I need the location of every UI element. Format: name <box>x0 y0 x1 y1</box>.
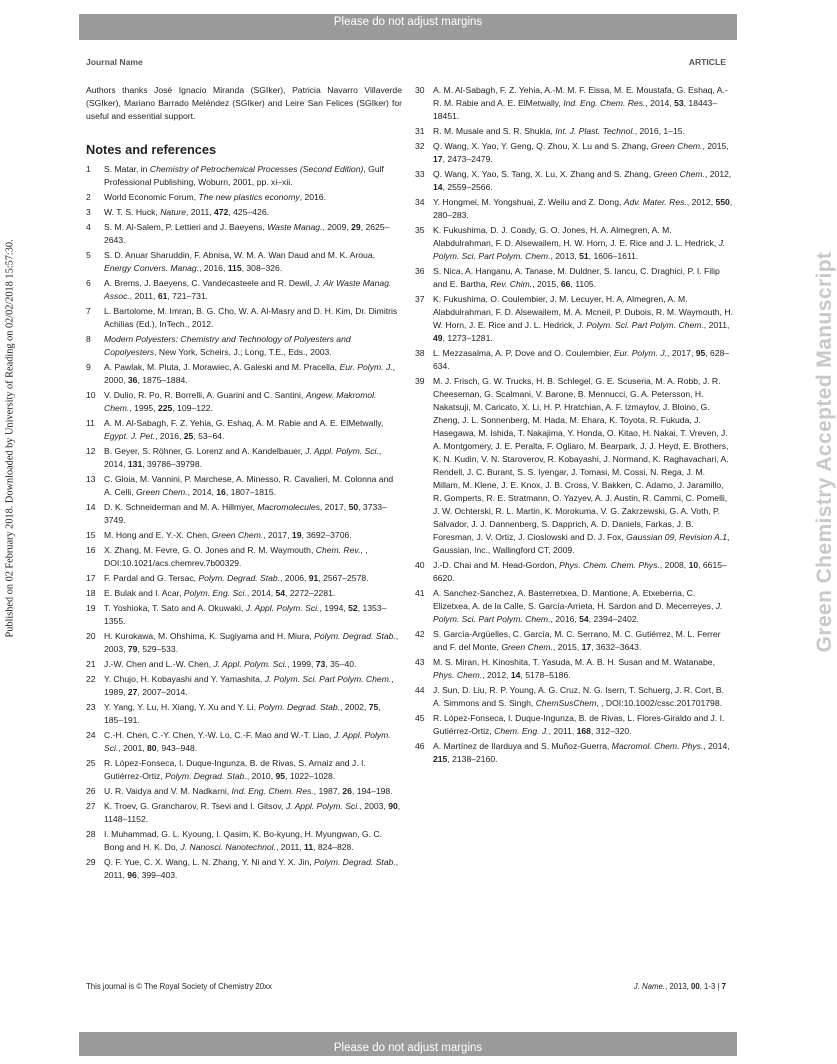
reference-list-left <box>86 163 402 882</box>
reference-item <box>415 684 733 710</box>
reference-number: 14 <box>86 502 96 512</box>
reference-item <box>86 856 402 882</box>
acknowledgements: Authors thanks José Ignacio Miranda (SGIker), Patricia Navarro Villaverde (SGIker), Mariano Barrado Meléndez (SGIker) and Leire San Felices (SGIker) for useful and essential support. <box>86 85 402 121</box>
reference-text: I. Muhammad, G. L. Kyoung, I. Qasim, K. Bo-kyung, H. Myungwan, G. C. Bong and H. K. Do, J. Nanosci. Nanotechnol., 2011, 11, 824–828. <box>104 829 382 852</box>
reference-text: A. Sanchez-Sanchez, A. Basterretxea, D. Mantione, A. Etxeberria, C. Elizetxea, A. de la Calle, S. García-Arrieta, H. Sardon and D. Mecerreyes, J. Polym. Sci. Part Polym. Chem., 2016, 54, 2394–2402. <box>433 588 723 624</box>
reference-text: World Economic Forum, The new plastics economy, 2016. <box>104 192 326 202</box>
reference-text: V. Dulio, R. Po, R. Borrelli, A. Guarini and C. Santini, Angew. Makromol. Chem., 1995, 225, 109–122. <box>104 390 377 413</box>
reference-number: 21 <box>86 659 96 669</box>
reference-text: J.-D. Chai and M. Head-Gordon, Phys. Chem. Chem. Phys., 2008, 10, 6615–6620. <box>433 560 727 583</box>
reference-text: B. Geyer, S. Röhner, G. Lorenz and A. Kandelbauer, J. Appl. Polym. Sci., 2014, 131, 39786–39798. <box>104 446 382 469</box>
reference-item <box>86 191 402 204</box>
reference-number: 45 <box>415 713 425 723</box>
reference-number: 9 <box>86 362 91 372</box>
journal-name-header: Journal Name <box>86 57 143 67</box>
reference-text: K. Fukushima, O. Coulembier, J. M. Lecuyer, H. A. Almegren, A. M. Alabdulrahman, F. D. Alsewailem, M. A. Mcneil, P. Dubois, R. M. Waymouth, H. W. Horn, J. E. Rice and J. L. Hedrick, J. Polym. Sci. Part Polym. Chem., 2011, 49, 1273–1281. <box>433 294 733 343</box>
reference-item <box>86 221 402 247</box>
reference-item <box>86 630 402 656</box>
reference-number: 39 <box>415 376 425 386</box>
reference-number: 12 <box>86 446 96 456</box>
reference-item <box>86 572 402 585</box>
reference-text: X. Zhang, M. Fevre, G. O. Jones and R. M. Waymouth, Chem. Rev., , DOI:10.1021/acs.chemrev.7b00329. <box>104 545 368 568</box>
reference-number: 11 <box>86 418 95 428</box>
reference-item <box>415 168 733 194</box>
reference-number: 33 <box>415 169 425 179</box>
reference-item <box>415 712 733 738</box>
reference-number: 4 <box>86 222 91 232</box>
publication-stamp: Published on 02 February 2018. Downloaded by University of Reading on 02/02/2018 15:57:30. <box>4 239 16 638</box>
reference-item <box>415 375 733 557</box>
reference-text: A. Brems, J. Baeyens, C. Vandecasteele and R. Dewil, J. Air Waste Manag. Assoc., 2011, 61, 721–731. <box>104 278 392 301</box>
reference-text: S. García-Argüelles, C. García, M. C. Serrano, M. C. Gutiérrez, M. L. Ferrer and F. del Monte, Green Chem., 2015, 17, 3632–3643. <box>433 629 721 652</box>
reference-number: 2 <box>86 192 91 202</box>
reference-number: 43 <box>415 657 425 667</box>
reference-item <box>86 757 402 783</box>
reference-number: 35 <box>415 225 425 235</box>
reference-number: 20 <box>86 631 96 641</box>
reference-item <box>415 293 733 345</box>
reference-number: 29 <box>86 857 96 867</box>
reference-item <box>415 224 733 263</box>
reference-number: 34 <box>415 197 425 207</box>
reference-item <box>415 587 733 626</box>
reference-number: 1 <box>86 164 91 174</box>
reference-number: 32 <box>415 141 425 151</box>
reference-text: A. Pawlak, M. Pluta, J. Morawiec, A. Galeski and M. Pracella, Eur. Polym. J., 2000, 36, 1875–1884. <box>104 362 396 385</box>
reference-item <box>415 140 733 166</box>
reference-text: Y. Yang, Y. Lu, H. Xiang, Y. Xu and Y. Li, Polym. Degrad. Stab., 2002, 75, 185–191. <box>104 702 381 725</box>
reference-number: 10 <box>86 390 96 400</box>
reference-text: S. Nica, A. Hanganu, A. Tanase, M. Duldner, S. Iancu, C. Draghici, P. I. Filip and E. Bartha, Rev. Chim., 2015, 66, 1105. <box>433 266 720 289</box>
reference-number: 31 <box>415 126 425 136</box>
reference-number: 30 <box>415 85 425 95</box>
reference-number: 6 <box>86 278 91 288</box>
reference-text: Modern Polyesters: Chemistry and Technology of Polyesters and Copolyesters, New York, Scheirs, J.; Long, T.E., Eds., 2003. <box>104 334 351 357</box>
reference-text: M. Hong and E. Y.-X. Chen, Green Chem., 2017, 19, 3692–3706. <box>104 530 352 540</box>
bottom-margin-banner: Please do not adjust margins <box>79 1032 737 1056</box>
reference-text: M. J. Frisch, G. W. Trucks, H. B. Schlegel, G. E. Scuseria, M. A. Robb, J. R. Cheeseman, G. Scalmani, V. Barone, B. Mennucci, G. A. Petersson, H. Nakatsuji, M. Caricato, X. Li, H. P. Hratchian, A. F. Izmaylov, J. Bloino, G. Zheng, J. L. Sonnenberg, M. Hada, M. Ehara, K. Toyota, R. Fukuda, J. Hasegawa, M. Ishida, T. Nakajima, Y. Honda, O. Kitao, H. Nakai, T. Vreven, J. A. Montgomery, J. E. Peralta, F. Ogliaro, M. Bearpark, J. J. Heyd, E. Brothers, K. N. Kudin, V. N. Staroverov, R. Kobayashi, J. Normand, K. Raghavachari, A. Rendell, J. C. Burant, S. S. Iyengar, J. Tomasi, M. Cossi, N. Rega, J. M. Millam, M. Klene, J. E. Knox, J. B. Cross, V. Bakken, C. Adamo, J. Jaramillo, R. Gomperts, R. E. Stratmann, O. Yazyev, A. J. Austin, R. Cammi, C. Pomelli, J. W. Ochterski, R. L. Martin, K. Morokuma, V. G. Zakrzewski, G. A. Voth, P. Salvador, J. J. Dannenberg, S. Dapprich, A. D. Daniels, Farkas, J. B. Foresman, J. V. Ortiz, J. Cioslowski and D. J. Fox, Gaussian 09, Revision A.1, Gaussian, Inc., Wallingford CT, 2009. <box>433 376 730 555</box>
reference-number: 16 <box>86 545 96 555</box>
reference-text: Q. Wang, X. Yao, Y. Geng, Q. Zhou, X. Lu and S. Zhang, Green Chem., 2015, 17, 2473–2479. <box>433 141 729 164</box>
reference-text: R. M. Musale and S. R. Shukla, Int. J. Plast. Technol., 2016, 1–15. <box>433 126 685 136</box>
reference-item <box>86 800 402 826</box>
reference-item <box>415 84 733 123</box>
reference-text: Q. Wang, X. Yao, S. Tang, X. Lu, X. Zhang and S. Zhang, Green Chem., 2012, 14, 2559–2566. <box>433 169 732 192</box>
reference-text: A. M. Al-Sabagh, F. Z. Yehia, G. Eshaq, A. M. Rabie and A. E. ElMetwally, Egypt. J. Pet., 2016, 25, 53–64. <box>104 418 384 441</box>
reference-number: 28 <box>86 829 96 839</box>
reference-item <box>86 389 402 415</box>
reference-number: 15 <box>86 530 96 540</box>
reference-number: 41 <box>415 588 425 598</box>
article-type-header: ARTICLE <box>688 57 726 67</box>
reference-item <box>415 656 733 682</box>
reference-text: E. Bulak and I. Acar, Polym. Eng. Sci., 2014, 54, 2272–2281. <box>104 588 336 598</box>
reference-text: W. T. S. Huck, Nature, 2011, 472, 425–426. <box>104 207 269 217</box>
reference-text: C.-H. Chen, C.-Y. Chen, Y.-W. Lo, C.-F. Mao and W.-T. Liao, J. Appl. Polym. Sci., 2001, 80, 943–948. <box>104 730 391 753</box>
accepted-manuscript-watermark: Green Chemistry Accepted Manuscript <box>813 251 836 653</box>
top-margin-banner: Please do not adjust margins <box>79 14 737 40</box>
reference-number: 38 <box>415 348 425 358</box>
reference-item <box>86 828 402 854</box>
reference-text: S. M. Al-Salem, P. Lettieri and J. Baeyens, Waste Manag., 2009, 29, 2625–2643. <box>104 222 390 245</box>
reference-number: 23 <box>86 702 96 712</box>
reference-text: Y. Hongmei, M. Yongshuai, Z. Weilu and Z. Dong, Adv. Mater. Res., 2012, 550, 280–283. <box>433 197 733 220</box>
reference-text: R. López-Fonseca, I. Duque-Ingunza, B. de Rivas, L. Flores-Giraldo and J. I. Gutiérrez-Ortiz, Chem. Eng. J., 2011, 168, 312–320. <box>433 713 725 736</box>
reference-text: U. R. Vaidya and V. M. Nadkarni, Ind. Eng. Chem. Res., 1987, 26, 194–198. <box>104 786 393 796</box>
reference-text: A. M. Al-Sabagh, F. Z. Yehia, A.-M. M. F. Eissa, M. E. Moustafa, G. Eshaq, A.-R. M. Rabie and A. E. ElMetwally, Ind. Eng. Chem. Res., 2014, 53, 18443–18451. <box>433 85 728 121</box>
reference-item <box>86 445 402 471</box>
reference-number: 42 <box>415 629 425 639</box>
reference-number: 22 <box>86 674 96 684</box>
reference-text: R. López-Fonseca, I. Duque-Ingunza, B. de Rivas, S. Arnaiz and J. I. Gutiérrez-Ortiz, Polym. Degrad. Stab., 2010, 95, 1022–1028. <box>104 758 366 781</box>
reference-number: 7 <box>86 306 91 316</box>
reference-number: 27 <box>86 801 96 811</box>
reference-number: 36 <box>415 266 425 276</box>
reference-number: 8 <box>86 334 91 344</box>
reference-item <box>86 206 402 219</box>
reference-item <box>415 265 733 291</box>
reference-item <box>415 559 733 585</box>
reference-text: C. Gioia, M. Vannini, P. Marchese, A. Minesso, R. Cavalieri, M. Colonna and A. Celli, Green Chem., 2014, 16, 1807–1815. <box>104 474 394 497</box>
reference-number: 46 <box>415 741 425 751</box>
reference-number: 3 <box>86 207 91 217</box>
reference-text: M. S. Miran, H. Kinoshita, T. Yasuda, M. A. B. H. Susan and M. Watanabe, Phys. Chem., 2012, 14, 5178–5186. <box>433 657 715 680</box>
reference-text: H. Kurokawa, M. Ohshima, K. Sugiyama and H. Miura, Polym. Degrad. Stab., 2003, 79, 529–533. <box>104 631 399 654</box>
reference-item <box>86 529 402 542</box>
reference-text: Q. F. Yue, C. X. Wang, L. N. Zhang, Y. Ni and Y. X. Jin, Polym. Degrad. Stab., 2011, 96, 399–403. <box>104 857 399 880</box>
reference-number: 13 <box>86 474 96 484</box>
reference-text: T. Yoshioka, T. Sato and A. Okuwaki, J. Appl. Polym. Sci., 1994, 52, 1353–1355. <box>104 603 387 626</box>
reference-item <box>86 501 402 527</box>
reference-number: 26 <box>86 786 96 796</box>
right-column <box>415 84 733 768</box>
reference-item <box>86 602 402 628</box>
reference-text: S. D. Anuar Sharuddin, F. Abnisa, W. M. A. Wan Daud and M. K. Aroua, Energy Convers. Manag., 2016, 115, 308–326. <box>104 250 375 273</box>
reference-number: 44 <box>415 685 425 695</box>
reference-item <box>86 701 402 727</box>
reference-item <box>86 361 402 387</box>
notes-heading: Notes and references <box>86 142 217 157</box>
reference-text: K. Troev, G. Grancharov, R. Tsevi and I. Gitsov, J. Appl. Polym. Sci., 2003, 90, 1148–1152. <box>104 801 401 824</box>
footer-copyright: This journal is © The Royal Society of Chemistry 20xx <box>86 982 272 991</box>
reference-item <box>86 305 402 331</box>
reference-item <box>86 163 402 189</box>
reference-item <box>86 658 402 671</box>
reference-item <box>86 729 402 755</box>
reference-number: 19 <box>86 603 96 613</box>
reference-item <box>415 125 733 138</box>
reference-item <box>86 785 402 798</box>
reference-number: 17 <box>86 573 96 583</box>
reference-text: J. Sun, D. Liu, R. P. Young, A. G. Cruz, N. G. Isern, T. Schuerg, J. R. Cort, B. A. Simmons and S. Singh, ChemSusChem, , DOI:10.1002/cssc.201701798. <box>433 685 725 708</box>
reference-text: K. Fukushima, D. J. Coady, G. O. Jones, H. A. Almegren, A. M. Alabdulrahman, F. D. Alsewailem, H. W. Horn, J. E. Rice and J. L. Hedrick, J. Polym. Sci. Part Polym. Chem., 2013, 51, 1606–1611. <box>433 225 726 261</box>
reference-text: L. Bartolome, M. Imran, B. G. Cho, W. A. Al-Masry and D. H. Kim, Dr. Dimitris Achilias (Ed.), InTech., 2012. <box>104 306 398 329</box>
reference-item <box>86 473 402 499</box>
reference-item <box>86 333 402 359</box>
reference-number: 24 <box>86 730 96 740</box>
reference-item <box>86 587 402 600</box>
reference-number: 25 <box>86 758 96 768</box>
reference-text: D. K. Schneiderman and M. A. Hillmyer, Macromolecules, 2017, 50, 3733–3749. <box>104 502 387 525</box>
reference-text: A. Martínez de Ilarduya and S. Muñoz-Guerra, Macromol. Chem. Phys., 2014, 215, 2138–2160. <box>433 741 730 764</box>
reference-number: 18 <box>86 588 96 598</box>
reference-item <box>415 196 733 222</box>
reference-number: 5 <box>86 250 91 260</box>
reference-item <box>86 417 402 443</box>
reference-number: 37 <box>415 294 425 304</box>
reference-item <box>86 673 402 699</box>
reference-item <box>86 544 402 570</box>
reference-text: S. Matar, in Chemistry of Petrochemical Processes (Second Edition), Gulf Professional Publishing, Woburn, 2001, pp. xi–xii. <box>104 164 384 187</box>
footer-citation: J. Name., 2013, 00, 1-3 | 7 <box>633 982 726 991</box>
reference-item <box>415 628 733 654</box>
reference-list-right <box>415 84 733 766</box>
left-column <box>86 84 402 884</box>
reference-text: J.-W. Chen and L.-W. Chen, J. Appl. Polym. Sci., 1999, 73, 35–40. <box>104 659 357 669</box>
reference-item <box>415 347 733 373</box>
reference-item <box>415 740 733 766</box>
reference-item <box>86 249 402 275</box>
reference-number: 40 <box>415 560 425 570</box>
reference-text: F. Pardal and G. Tersac, Polym. Degrad. Stab., 2006, 91, 2567–2578. <box>104 573 369 583</box>
reference-text: L. Mezzasalma, A. P. Dove and O. Coulembier, Eur. Polym. J., 2017, 95, 628–634. <box>433 348 730 371</box>
reference-text: Y. Chujo, H. Kobayashi and Y. Yamashita, J. Polym. Sci. Part Polym. Chem., 1989, 27, 2007–2014. <box>104 674 394 697</box>
reference-item <box>86 277 402 303</box>
